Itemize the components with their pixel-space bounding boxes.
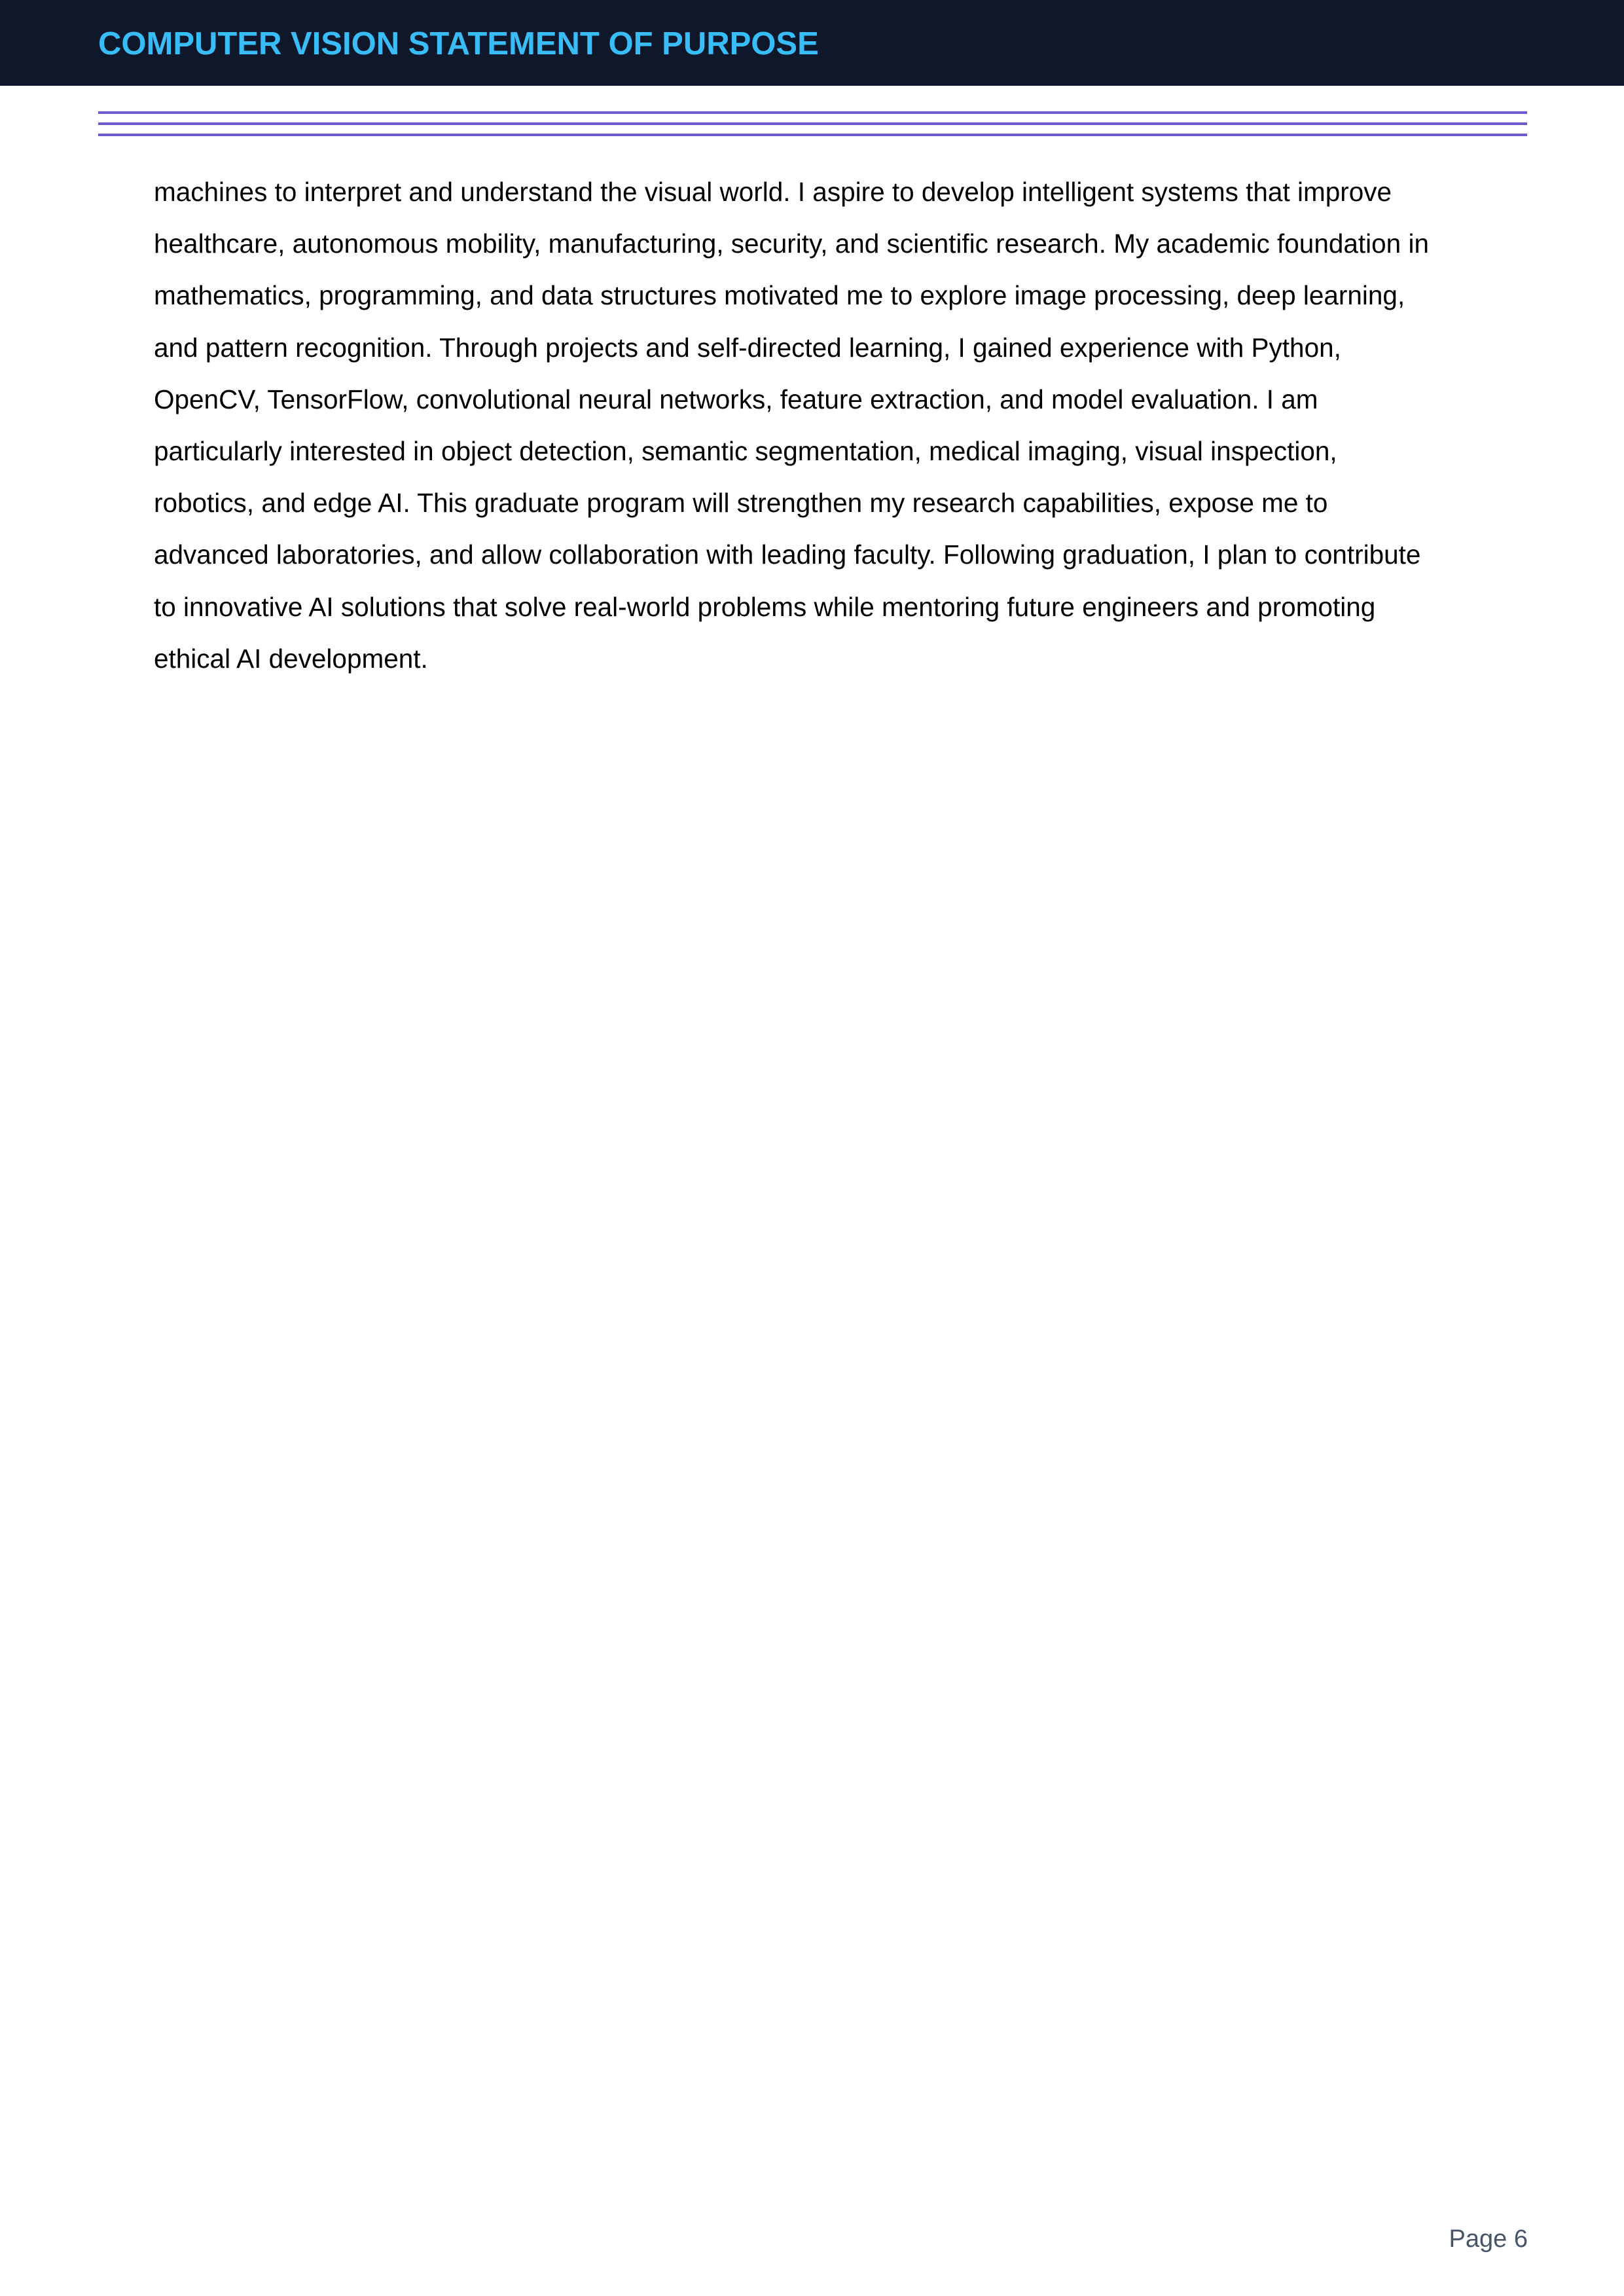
text-line: particularly interested in object detection, semantic segmentation, medical imaging, visual inspection,	[154, 436, 1337, 467]
text-line: advanced laboratories, and allow collaboration with leading faculty. Following graduation, I plan to contribute	[154, 539, 1421, 570]
divider-line	[98, 134, 1527, 136]
text-line: machines to interpret and understand the visual world. I aspire to develop intelligent systems that improve	[154, 177, 1392, 207]
text-line: mathematics, programming, and data structures motivated me to explore image processing, deep learning,	[154, 280, 1405, 311]
text-line: OpenCV, TensorFlow, convolutional neural networks, feature extraction, and model evaluation. I am	[154, 384, 1318, 414]
text-line: healthcare, autonomous mobility, manufacturing, security, and scientific research. My academic foundation in	[154, 228, 1429, 259]
text-line: to innovative AI solutions that solve real-world problems while mentoring future engineers and promoting	[154, 591, 1376, 622]
text-line: robotics, and edge AI. This graduate program will strengthen my research capabilities, expose me to	[154, 488, 1328, 519]
divider-line	[98, 122, 1527, 125]
divider-line	[98, 111, 1527, 114]
header-bar	[0, 0, 1624, 86]
text-line: and pattern recognition. Through projects and self-directed learning, I gained experience with Python,	[154, 332, 1341, 363]
text-line: ethical AI development.	[154, 643, 428, 674]
page-number: Page 6	[1449, 2225, 1528, 2253]
body-paragraph	[154, 166, 1492, 685]
document-title: COMPUTER VISION STATEMENT OF PURPOSE	[98, 26, 819, 62]
